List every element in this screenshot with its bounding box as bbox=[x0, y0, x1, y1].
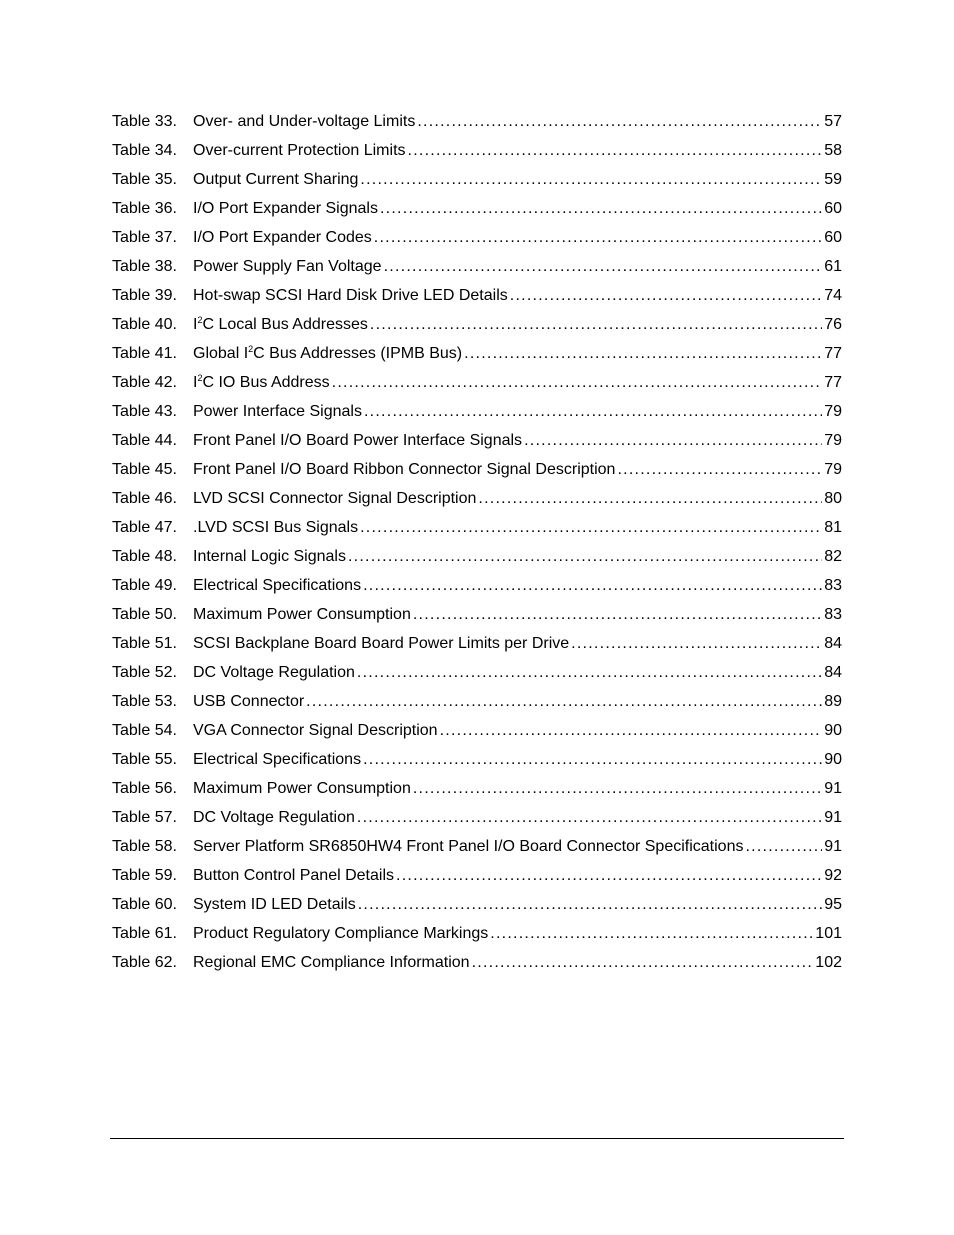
dot-leader bbox=[745, 836, 822, 858]
table-number: Table 39. bbox=[112, 287, 177, 304]
table-title: Product Regulatory Compliance Markings bbox=[193, 925, 489, 942]
dot-leader bbox=[360, 517, 822, 539]
table-title: .LVD SCSI Bus Signals bbox=[193, 519, 359, 536]
table-title: Over- and Under-voltage Limits bbox=[193, 113, 416, 130]
title-text: I bbox=[193, 374, 198, 391]
page-number: 60 bbox=[824, 200, 842, 217]
toc-entry-table-42[interactable] bbox=[112, 372, 842, 401]
toc-entry-table-50[interactable] bbox=[112, 604, 842, 633]
title-text: I bbox=[193, 316, 198, 333]
page-number: 90 bbox=[824, 751, 842, 768]
table-number: Table 45. bbox=[112, 461, 177, 478]
table-title: Power Interface Signals bbox=[193, 403, 362, 420]
table-title: Power Supply Fan Voltage bbox=[193, 258, 382, 275]
dot-leader bbox=[384, 256, 823, 278]
table-title: Server Platform SR6850HW4 Front Panel I/O Board Connector Specifications bbox=[193, 838, 744, 855]
superscript: 2 bbox=[197, 373, 203, 383]
table-title bbox=[193, 343, 462, 365]
toc-entry-table-37[interactable] bbox=[112, 227, 842, 256]
table-number: Table 33. bbox=[112, 113, 177, 130]
table-title bbox=[193, 372, 330, 394]
toc-entry-table-62[interactable] bbox=[112, 952, 842, 981]
table-title: Internal Logic Signals bbox=[193, 548, 346, 565]
toc-entry-table-46[interactable] bbox=[112, 488, 842, 517]
page-number: 91 bbox=[824, 838, 842, 855]
table-title: Maximum Power Consumption bbox=[193, 780, 411, 797]
page-number: 82 bbox=[824, 548, 842, 565]
table-number: Table 51. bbox=[112, 635, 177, 652]
page-number: 79 bbox=[824, 432, 842, 449]
toc-entry-table-57[interactable] bbox=[112, 807, 842, 836]
dot-leader bbox=[360, 169, 822, 191]
page-number: 58 bbox=[824, 142, 842, 159]
dot-leader bbox=[357, 662, 822, 684]
title-text: C IO Bus Address bbox=[202, 374, 330, 391]
page-number: 79 bbox=[824, 461, 842, 478]
dot-leader bbox=[408, 140, 823, 162]
dot-leader bbox=[413, 778, 822, 800]
toc-entry-table-55[interactable] bbox=[112, 749, 842, 778]
table-number: Table 38. bbox=[112, 258, 177, 275]
table-title: Electrical Specifications bbox=[193, 751, 362, 768]
dot-leader bbox=[464, 343, 822, 365]
dot-leader bbox=[440, 720, 823, 742]
table-title: USB Connector bbox=[193, 693, 305, 710]
table-number: Table 60. bbox=[112, 896, 177, 913]
toc-entry-table-44[interactable] bbox=[112, 430, 842, 459]
toc-entry-table-58[interactable] bbox=[112, 836, 842, 865]
dot-leader bbox=[380, 198, 822, 220]
dot-leader bbox=[358, 894, 822, 916]
dot-leader bbox=[306, 691, 822, 713]
toc-entry-table-45[interactable] bbox=[112, 459, 842, 488]
table-title: LVD SCSI Connector Signal Description bbox=[193, 490, 477, 507]
page-number: 84 bbox=[824, 664, 842, 681]
page-number: 91 bbox=[824, 809, 842, 826]
toc-entry-table-53[interactable] bbox=[112, 691, 842, 720]
table-number: Table 58. bbox=[112, 838, 177, 855]
table-number: Table 50. bbox=[112, 606, 177, 623]
dot-leader bbox=[510, 285, 822, 307]
table-title: System ID LED Details bbox=[193, 896, 356, 913]
page-number: 84 bbox=[824, 635, 842, 652]
toc-entry-table-47[interactable] bbox=[112, 517, 842, 546]
page-number: 80 bbox=[824, 490, 842, 507]
toc-entry-table-49[interactable] bbox=[112, 575, 842, 604]
toc-entry-table-52[interactable] bbox=[112, 662, 842, 691]
page-number: 83 bbox=[824, 606, 842, 623]
table-title: Output Current Sharing bbox=[193, 171, 359, 188]
table-number: Table 35. bbox=[112, 171, 177, 188]
table-number: Table 56. bbox=[112, 780, 177, 797]
page-number: 57 bbox=[824, 113, 842, 130]
dot-leader bbox=[472, 952, 814, 974]
title-text: C Local Bus Addresses bbox=[202, 316, 368, 333]
dot-leader bbox=[617, 459, 822, 481]
dot-leader bbox=[478, 488, 822, 510]
page-number: 59 bbox=[824, 171, 842, 188]
table-number: Table 37. bbox=[112, 229, 177, 246]
toc-entry-table-34[interactable] bbox=[112, 140, 842, 169]
table-number: Table 44. bbox=[112, 432, 177, 449]
page-number: 102 bbox=[815, 954, 842, 971]
toc-entry-table-60[interactable] bbox=[112, 894, 842, 923]
page-number: 92 bbox=[824, 867, 842, 884]
dot-leader bbox=[417, 111, 822, 133]
table-number: Table 41. bbox=[112, 345, 177, 362]
page-number: 95 bbox=[824, 896, 842, 913]
page-number: 90 bbox=[824, 722, 842, 739]
table-number: Table 42. bbox=[112, 374, 177, 391]
table-title bbox=[193, 314, 368, 336]
page-number: 101 bbox=[815, 925, 842, 942]
dot-leader bbox=[363, 749, 822, 771]
table-number: Table 55. bbox=[112, 751, 177, 768]
page-number: 76 bbox=[824, 316, 842, 333]
toc-entry-table-35[interactable] bbox=[112, 169, 842, 198]
table-number: Table 36. bbox=[112, 200, 177, 217]
superscript: 2 bbox=[248, 344, 254, 354]
dot-leader bbox=[363, 575, 822, 597]
table-number: Table 59. bbox=[112, 867, 177, 884]
dot-leader bbox=[396, 865, 822, 887]
table-number: Table 62. bbox=[112, 954, 177, 971]
table-number: Table 49. bbox=[112, 577, 177, 594]
dot-leader bbox=[571, 633, 822, 655]
page-number: 61 bbox=[824, 258, 842, 275]
table-number: Table 48. bbox=[112, 548, 177, 565]
toc-entry-table-38[interactable] bbox=[112, 256, 842, 285]
toc-entry-table-54[interactable] bbox=[112, 720, 842, 749]
page-number: 83 bbox=[824, 577, 842, 594]
dot-leader bbox=[374, 227, 822, 249]
dot-leader bbox=[332, 372, 823, 394]
page-number: 91 bbox=[824, 780, 842, 797]
table-of-tables bbox=[112, 111, 842, 981]
table-title: Front Panel I/O Board Power Interface Signals bbox=[193, 432, 523, 449]
table-number: Table 57. bbox=[112, 809, 177, 826]
dot-leader bbox=[524, 430, 822, 452]
toc-entry-table-61[interactable] bbox=[112, 923, 842, 952]
table-number: Table 54. bbox=[112, 722, 177, 739]
table-title: Maximum Power Consumption bbox=[193, 606, 411, 623]
title-text: C Bus Addresses (IPMB Bus) bbox=[253, 345, 463, 362]
toc-entry-table-36[interactable] bbox=[112, 198, 842, 227]
table-number: Table 53. bbox=[112, 693, 177, 710]
dot-leader bbox=[357, 807, 822, 829]
dot-leader bbox=[490, 923, 813, 945]
table-title: Button Control Panel Details bbox=[193, 867, 394, 884]
page-number: 77 bbox=[824, 345, 842, 362]
title-text: Global I bbox=[193, 345, 249, 362]
dot-leader bbox=[413, 604, 822, 626]
toc-entry-table-41[interactable] bbox=[112, 343, 842, 372]
table-number: Table 43. bbox=[112, 403, 177, 420]
table-title: I/O Port Expander Signals bbox=[193, 200, 378, 217]
table-title: Over-current Protection Limits bbox=[193, 142, 406, 159]
toc-entry-table-43[interactable] bbox=[112, 401, 842, 430]
dot-leader bbox=[348, 546, 822, 568]
table-title: I/O Port Expander Codes bbox=[193, 229, 372, 246]
table-number: Table 34. bbox=[112, 142, 177, 159]
table-title: Front Panel I/O Board Ribbon Connector Signal Description bbox=[193, 461, 616, 478]
page-number: 77 bbox=[824, 374, 842, 391]
table-title: VGA Connector Signal Description bbox=[193, 722, 438, 739]
toc-entry-table-40[interactable] bbox=[112, 314, 842, 343]
table-title: Hot-swap SCSI Hard Disk Drive LED Details bbox=[193, 287, 508, 304]
table-title: DC Voltage Regulation bbox=[193, 664, 355, 681]
dot-leader bbox=[370, 314, 822, 336]
toc-entry-table-48[interactable] bbox=[112, 546, 842, 575]
table-title: SCSI Backplane Board Board Power Limits per Drive bbox=[193, 635, 570, 652]
page-number: 79 bbox=[824, 403, 842, 420]
toc-entry-table-33[interactable] bbox=[112, 111, 842, 140]
footer-rule bbox=[110, 1138, 844, 1139]
page-number: 81 bbox=[824, 519, 842, 536]
page-number: 60 bbox=[824, 229, 842, 246]
toc-entry-table-59[interactable] bbox=[112, 865, 842, 894]
superscript: 2 bbox=[197, 315, 203, 325]
page-number: 89 bbox=[824, 693, 842, 710]
footer-mark bbox=[829, 1138, 843, 1139]
table-number: Table 47. bbox=[112, 519, 177, 536]
toc-entry-table-39[interactable] bbox=[112, 285, 842, 314]
table-number: Table 52. bbox=[112, 664, 177, 681]
page-number: 74 bbox=[824, 287, 842, 304]
toc-entry-table-51[interactable] bbox=[112, 633, 842, 662]
table-number: Table 46. bbox=[112, 490, 177, 507]
table-number: Table 40. bbox=[112, 316, 177, 333]
table-number: Table 61. bbox=[112, 925, 177, 942]
table-title: Electrical Specifications bbox=[193, 577, 362, 594]
toc-entry-table-56[interactable] bbox=[112, 778, 842, 807]
table-title: DC Voltage Regulation bbox=[193, 809, 355, 826]
table-title: Regional EMC Compliance Information bbox=[193, 954, 470, 971]
dot-leader bbox=[364, 401, 822, 423]
